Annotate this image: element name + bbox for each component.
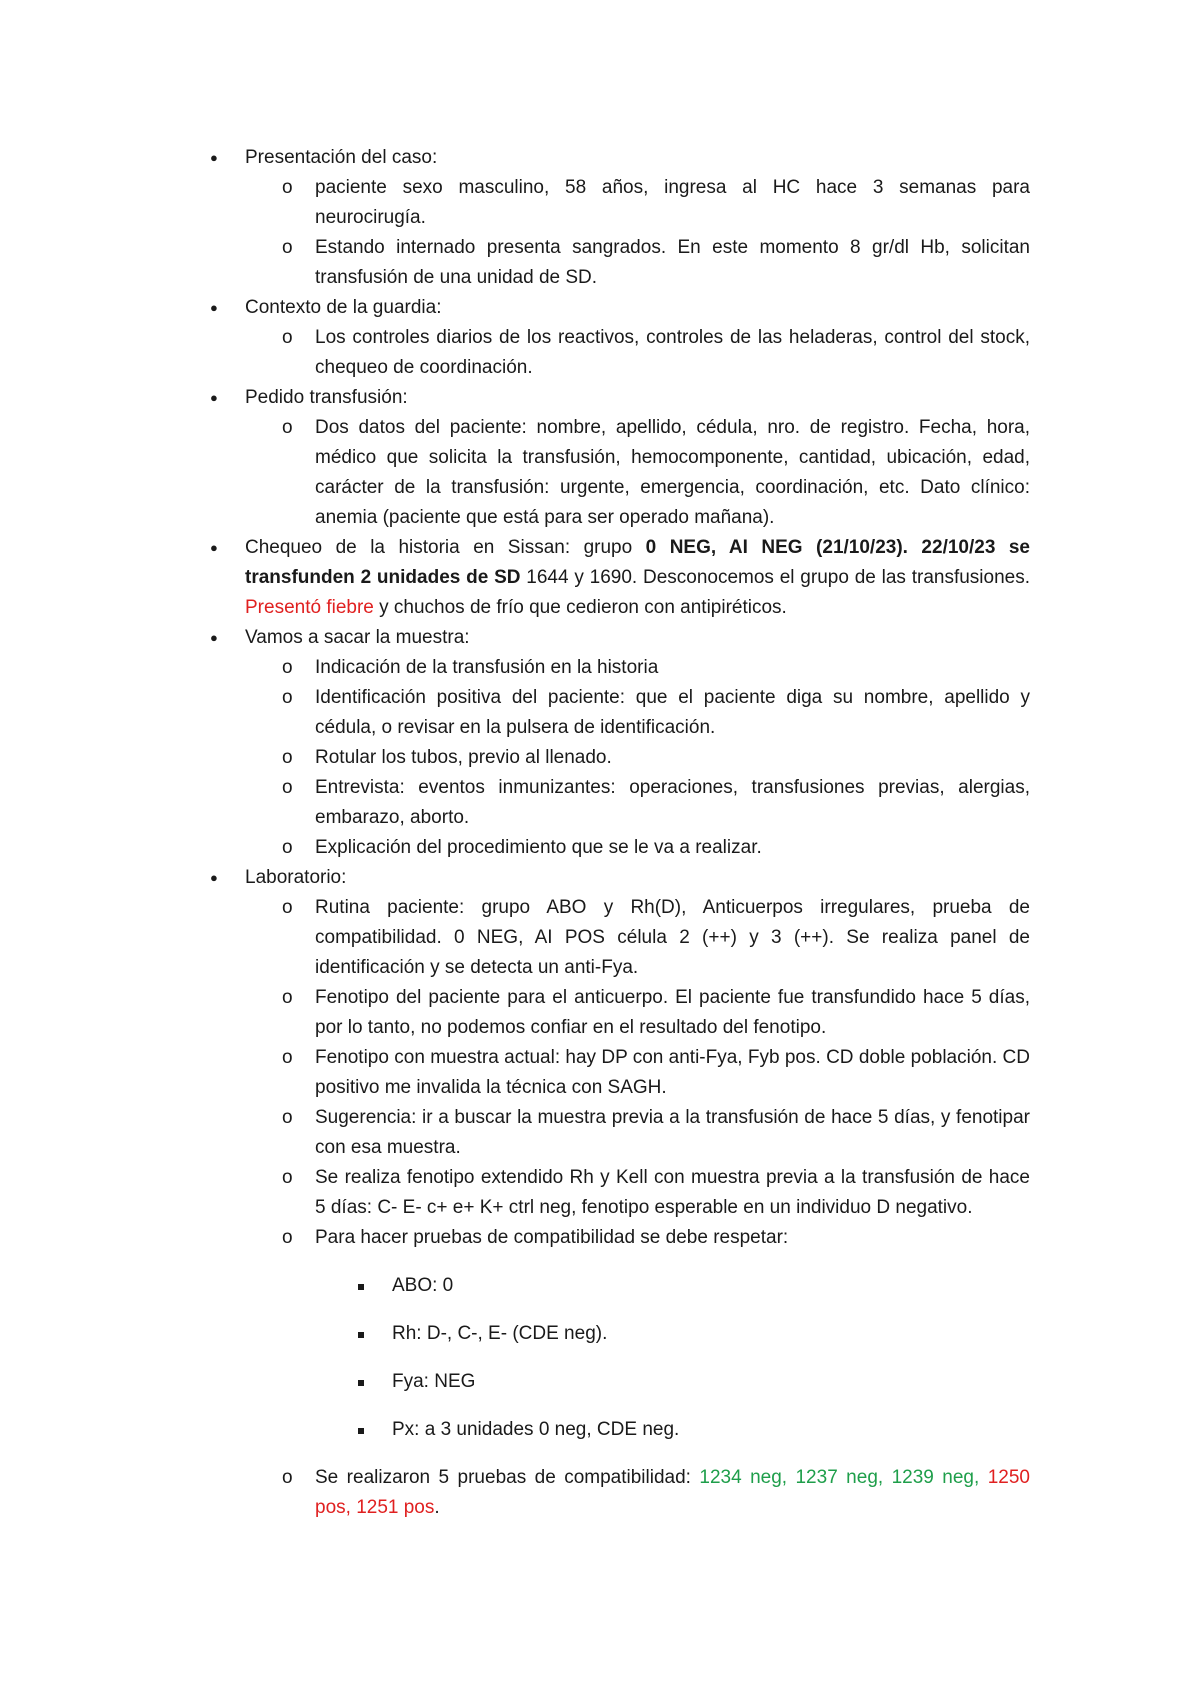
- document-content: [210, 143, 1030, 1523]
- list-item: o Para hacer pruebas de compatibilidad se debe respetar:: [210, 1223, 1030, 1253]
- bullet-pedido-transfusion: ● Pedido transfusión:: [210, 383, 1030, 413]
- text-run: 1644 y 1690. Desconocemos el grupo de las transfusiones.: [520, 567, 1030, 588]
- list-item: o Fenotipo del paciente para el anticuerpo. El paciente fue transfundido hace 5 días, por lo tanto, no podemos confiar en el resultado del fenotipo.: [210, 983, 1030, 1043]
- list-item: o Rutina paciente: grupo ABO y Rh(D), Anticuerpos irregulares, prueba de compatibilidad. 0 NEG, AI POS célula 2 (++) y 3 (++). Se realiza panel de identificación y se detecta un anti-Fya.: [210, 893, 1030, 983]
- bullet-presentacion-caso: ● Presentación del caso:: [210, 143, 1030, 173]
- list-item: o Los controles diarios de los reactivos, controles de las heladeras, control del stock, chequeo de coordinación.: [210, 323, 1030, 383]
- text-run: y chuchos de frío que cedieron con antipiréticos.: [373, 597, 787, 618]
- bullet-contexto-guardia: ● Contexto de la guardia:: [210, 293, 1030, 323]
- text-run: .: [434, 1497, 440, 1518]
- green-results-text: 1234 neg, 1237 neg, 1239 neg,: [699, 1467, 980, 1488]
- list-item: o paciente sexo masculino, 58 años, ingresa al HC hace 3 semanas para neurocirugía.: [210, 173, 1030, 233]
- list-item-compatibility-results: [210, 1463, 1030, 1523]
- rule-item: Px: a 3 unidades 0 neg, CDE neg.: [210, 1415, 1030, 1445]
- bullet-chequeo-historia: [210, 533, 1030, 623]
- list-item: o Explicación del procedimiento que se le va a realizar.: [210, 833, 1030, 863]
- bullet-sacar-muestra: ● Vamos a sacar la muestra:: [210, 623, 1030, 653]
- list-item: o Dos datos del paciente: nombre, apellido, cédula, nro. de registro. Fecha, hora, médico que solicita la transfusión, hemocomponente, cantidad, ubicación, edad, carácter de la transfusión: urgente, emergencia, coordinación, etc. Dato clínico: anemia (paciente que está para ser operado mañana).: [210, 413, 1030, 533]
- list-item: o Fenotipo con muestra actual: hay DP con anti-Fya, Fyb pos. CD doble población. CD positivo me invalida la técnica con SAGH.: [210, 1043, 1030, 1103]
- bold-text-run: 0 NEG, AI NEG (21/10/23). 22/10/23 se transfunden 2 unidades de SD: [245, 537, 1030, 588]
- rule-item: Fya: NEG: [210, 1367, 1030, 1397]
- list-item: o Identificación positiva del paciente: que el paciente diga su nombre, apellido y cédula, o revisar en la pulsera de identificación.: [210, 683, 1030, 743]
- rule-item: Rh: D-, C-, E- (CDE neg).: [210, 1319, 1030, 1349]
- text-run: Se realizaron 5 pruebas de compatibilidad:: [315, 1467, 700, 1488]
- red-highlight-text: Presentó fiebre: [245, 597, 374, 618]
- list-item: o Sugerencia: ir a buscar la muestra previa a la transfusión de hace 5 días, y fenotipar con esa muestra.: [210, 1103, 1030, 1163]
- text-run: [979, 1467, 987, 1488]
- list-item: o Indicación de la transfusión en la historia: [210, 653, 1030, 683]
- list-item: o Entrevista: eventos inmunizantes: operaciones, transfusiones previas, alergias, embarazo, aborto.: [210, 773, 1030, 833]
- red-results-text: 1250 pos, 1251 pos: [315, 1467, 1030, 1518]
- list-item: o Rotular los tubos, previo al llenado.: [210, 743, 1030, 773]
- list-item: o Estando internado presenta sangrados. En este momento 8 gr/dl Hb, solicitan transfusión de una unidad de SD.: [210, 233, 1030, 293]
- list-item: o Se realiza fenotipo extendido Rh y Kell con muestra previa a la transfusión de hace 5 días: C- E- c+ e+ K+ ctrl neg, fenotipo esperable en un individuo D negativo.: [210, 1163, 1030, 1223]
- bullet-laboratorio: ● Laboratorio:: [210, 863, 1030, 893]
- text-run: Chequeo de la historia en Sissan: grupo: [245, 537, 646, 558]
- rule-item: ABO: 0: [210, 1271, 1030, 1301]
